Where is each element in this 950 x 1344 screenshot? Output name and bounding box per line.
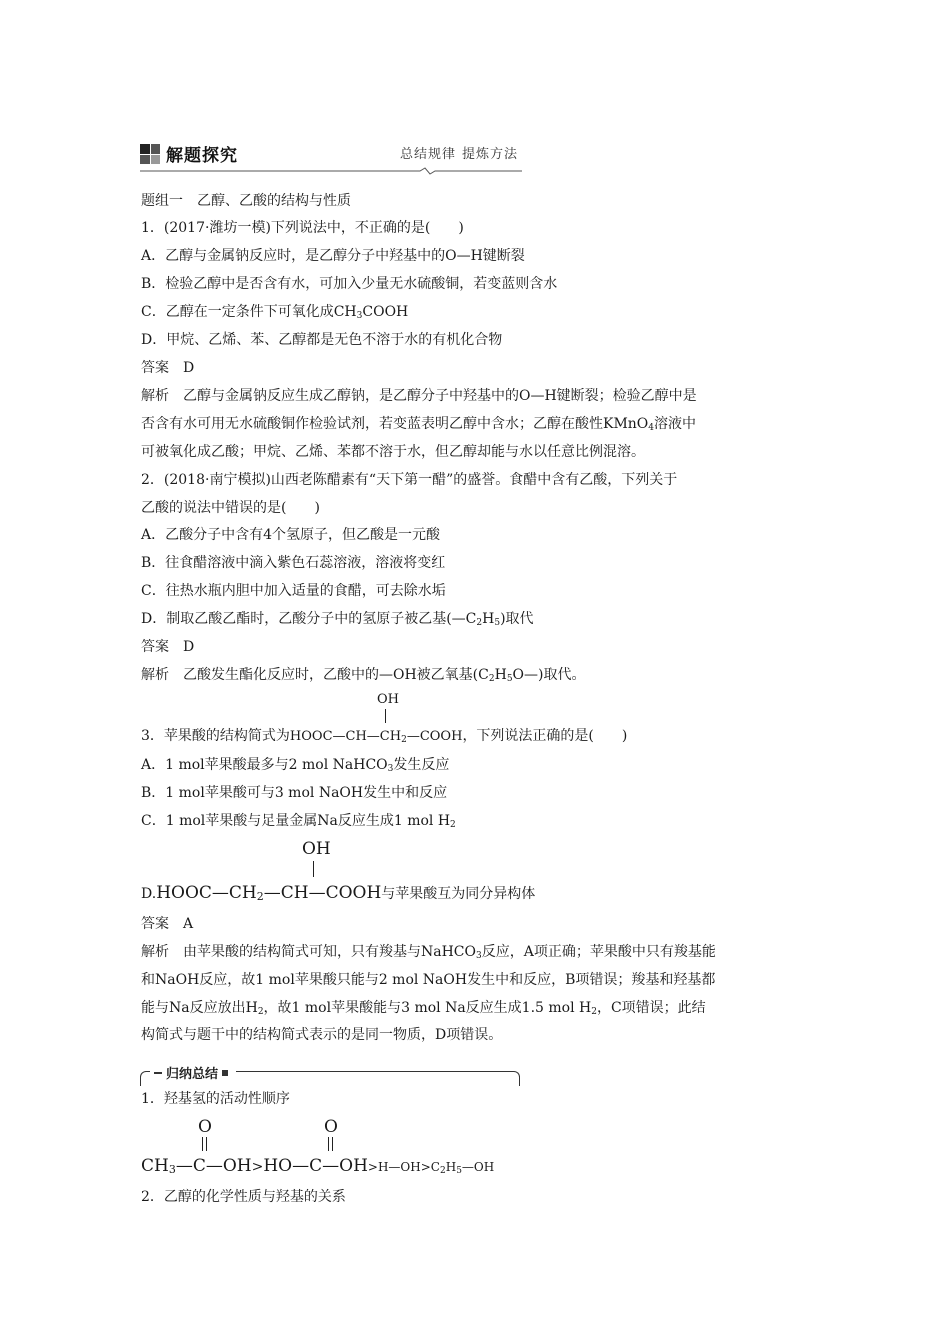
q3-d-oh-group: OH [302,839,331,859]
q1-explanation-line1: 解析 乙醇与金属钠反应生成乙醇钠，是乙醇分子中羟基中的O—H键断裂；检验乙醇中是 [141,388,697,404]
group-heading: 题组一 乙醇、乙酸的结构与性质 [141,193,351,209]
double-bond-2a [328,1137,329,1151]
section-subtitle [394,143,518,162]
q3-option-b: B．1 mol苹果酸可与3 mol NaOH发生中和反应 [141,785,448,801]
q3-option-d: D.HOOC—CH2—CH—COOH与苹果酸互为同分异构体 [141,883,536,903]
q1-explanation-line3: 可被氧化成乙酸；甲烷、乙烯、苯都不溶于水，但乙醇却能与水以任意比例混溶。 [141,444,645,460]
q1-explanation-line2: 否含有水可用无水硫酸铜作检验试剂，若变蓝表明乙醇中含水；乙醇在酸性KMnO$_4$溶液中 [141,416,697,433]
q3-answer: 答案 A [141,916,194,932]
q3-bond-line [385,709,386,723]
q1-option-c: C．乙醇在一定条件下可氧化成$CH_3COOH$ [141,304,409,321]
q3-d-bond-line [313,861,314,877]
subtitle-method: 提炼方法 [461,147,518,162]
double-bond-1a [202,1137,203,1151]
q3-option-a: A．1 mol苹果酸最多与2 mol NaHCO$_3$发生反应 [141,757,450,774]
summary-item-1: 1．羟基氢的活动性顺序 [141,1091,290,1107]
carbonyl-o-2: O [324,1117,338,1137]
q1-option-b: B．检验乙醇中是否含有水，可加入少量无水硫酸铜，若变蓝则含水 [141,276,558,292]
q2-option-b: B．往食醋溶液中滴入紫色石蕊溶液，溶液将变红 [141,555,446,571]
summary-box [140,1063,520,1085]
q3-structural-formula: $HOOC—CH—CH_2—COOH$ [289,729,463,745]
q3-explanation-line4: 构简式与题干中的结构简式表示的是同一物质，D项错误。 [141,1027,503,1043]
q2-stem-line2: 乙酸的说法中错误的是( ) [141,500,320,516]
q3-option-c: C．1 mol苹果酸与足量金属Na反应生成1 mol $H_2$ [141,813,456,830]
q3-explanation-line3: 能与Na反应放出$H_2$，故1 mol苹果酸能与3 mol Na反应生成1.5 mol $H_2$，C项错误；此结 [141,1000,706,1017]
q2-stem-line1: 2．(2018·南宁模拟)山西老陈醋素有“天下第一醋”的盛誉。食醋中含有乙酸，下列关于 [141,472,678,488]
summary-item-2: 2．乙醇的化学性质与羟基的关系 [141,1189,346,1205]
q2-option-c: C．往热水瓶内胆中加入适量的食醋，可去除水垢 [141,583,446,599]
header-underline [140,167,522,175]
q3-oh-group: OH [377,692,399,707]
q3-stem: 3．苹果酸的结构简式为$HOOC—CH—CH_2—COOH$，下列说法正确的是( ) [141,728,628,745]
q1-answer: 答案 D [141,360,195,376]
q2-explanation: 解析 乙酸发生酯化反应时，乙酸中的—OH被乙氧基$(C_2H_5O—)$取代。 [141,667,586,684]
q1-option-a: A．乙醇与金属钠反应时，是乙醇分子中羟基中的O—H键断裂 [141,248,525,264]
q1-stem: 1．(2017·潍坊一模)下列说法中，不正确的是( ) [141,220,464,236]
q3-explanation-line2: 和NaOH反应，故1 mol苹果酸只能与2 mol NaOH发生中和反应，B项错误；羧基和羟基都 [141,972,716,988]
q3-d-structural-formula: HOOC—CH2—CH—COOH [156,883,382,903]
summary-label: 归纳总结 [150,1063,236,1082]
carbonyl-o-1: O [198,1117,212,1137]
double-bond-1b [206,1137,207,1151]
section-title: 解题探究 [166,146,238,166]
section-header [140,142,522,172]
q2-answer: 答案 D [141,639,195,655]
q3-explanation-line1: 解析 由苹果酸的结构简式可知，只有羧基与NaHCO$_3$反应，A项正确；苹果酸中只有羧基能 [141,944,716,961]
section-square-icon [140,144,160,164]
activity-order-formula: $CH3—C—OH>HO—C—OH>H—OH>C_2H_5—OH$ [141,1156,495,1176]
double-bond-2b [332,1137,333,1151]
q1-option-d: D．甲烷、乙烯、苯、乙醇都是无色不溶于水的有机化合物 [141,332,503,348]
subtitle-summary: 总结规律 [399,147,456,162]
q2-option-d: D．制取乙酸乙酯时，乙酸分子中的氢原子被乙基$(—C_2H_5)$取代 [141,611,534,628]
q2-option-a: A．乙酸分子中含有4个氢原子，但乙酸是一元酸 [141,527,441,543]
